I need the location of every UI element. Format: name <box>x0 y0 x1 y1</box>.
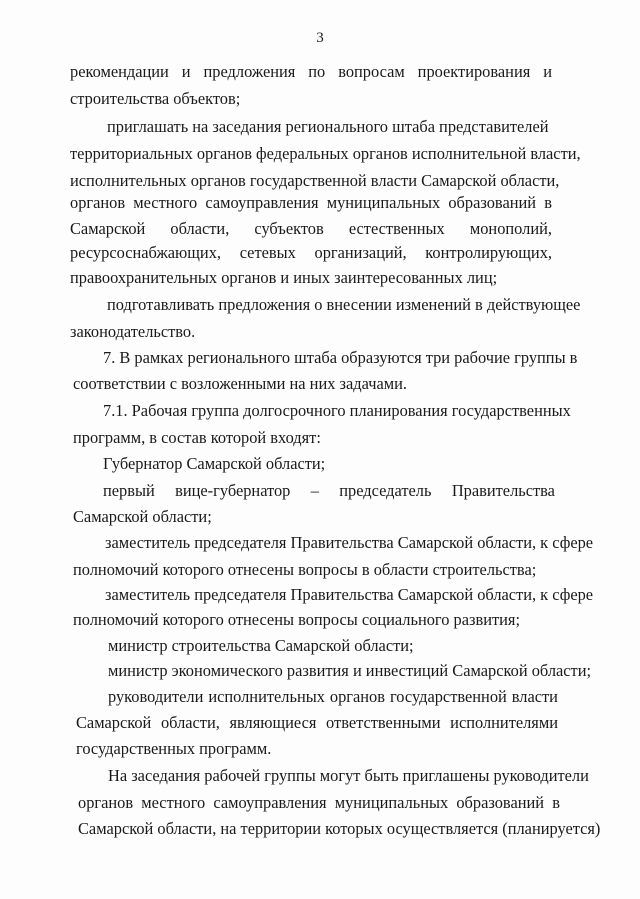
text-line: программ, в состав которой входят: <box>73 428 321 447</box>
text-line: Самарской области; <box>73 507 212 526</box>
text-line: полномочий которого отнесены вопросы в области строительства; <box>73 560 537 579</box>
word: самоуправления <box>213 793 327 812</box>
word: рекомендации <box>70 62 169 81</box>
word: ответственными <box>326 713 441 732</box>
word: являющиеся <box>229 713 317 732</box>
text-line <box>70 221 552 237</box>
text-line: исполнительных органов государственной власти Самарской области, <box>70 171 560 190</box>
word: муниципальных <box>326 193 441 212</box>
word: области, <box>160 713 220 732</box>
word: местного <box>133 193 198 212</box>
word: субъектов <box>254 219 324 238</box>
word: местного <box>141 793 206 812</box>
word: исполнительных <box>208 687 325 706</box>
word: руководители <box>108 687 204 706</box>
text-line: полномочий которого отнесены вопросы социального развития; <box>73 610 521 629</box>
word: предложения <box>203 62 296 81</box>
text-line: государственных программ. <box>76 739 272 758</box>
text-line: соответствии с возложенными на них задачами. <box>73 374 407 393</box>
word: самоуправления <box>205 193 319 212</box>
word: государственной <box>389 687 507 706</box>
text-line: министр экономического развития и инвестиций Самарской области; <box>108 661 592 680</box>
text-line <box>70 195 552 211</box>
text-line: правоохранительных органов и иных заинтересованных лиц; <box>70 268 498 287</box>
word: и <box>543 62 552 81</box>
word: области, <box>170 219 230 238</box>
text-line: На заседания рабочей группы могут быть приглашены руководители <box>108 766 589 785</box>
word: образований <box>448 193 537 212</box>
word: монополий, <box>469 219 552 238</box>
word: органов <box>78 793 134 812</box>
text-line <box>76 715 558 731</box>
word: – <box>310 481 319 500</box>
word: в <box>552 793 560 812</box>
word: исполнителями <box>450 713 558 732</box>
text-line: заместитель председателя Правительства Самарской области, к сфере <box>105 585 594 604</box>
word: власти <box>511 687 558 706</box>
word: вопросам <box>338 62 405 81</box>
page-number: 3 <box>316 30 324 46</box>
word: ресурсоснабжающих, <box>70 243 221 262</box>
word: сетевых <box>239 243 296 262</box>
text-line: приглашать на заседания регионального штаба представителей <box>107 117 549 136</box>
text-line: законодательство. <box>70 322 196 341</box>
word: естественных <box>348 219 445 238</box>
text-line: Губернатор Самарской области; <box>103 454 326 473</box>
text-line <box>108 689 558 705</box>
text-line <box>70 64 552 80</box>
text-line: подготавливать предложения о внесении изменений в действующее <box>107 295 581 314</box>
text-line <box>70 245 552 261</box>
text-line <box>78 795 560 811</box>
word: по <box>308 62 326 81</box>
text-line: заместитель председателя Правительства Самарской области, к сфере <box>105 533 594 552</box>
word: председатель <box>339 481 432 500</box>
word: и <box>181 62 191 81</box>
text-line: Самарской области, на территории которых осуществляется (планируется) <box>78 819 601 838</box>
word: Самарской <box>76 713 152 732</box>
text-line: территориальных органов федеральных органов исполнительной власти, <box>70 144 581 163</box>
word: образований <box>456 793 545 812</box>
text-line: 7.1. Рабочая группа долгосрочного планирования государственных <box>103 401 571 420</box>
text-line: министр строительства Самарской области; <box>108 636 414 655</box>
word: проектирования <box>417 62 531 81</box>
word: в <box>544 193 552 212</box>
word: органов <box>329 687 385 706</box>
word: первый <box>103 481 155 500</box>
word: Правительства <box>451 481 555 500</box>
word: Самарской <box>70 219 146 238</box>
word: муниципальных <box>334 793 449 812</box>
text-line: строительства объектов; <box>70 89 241 108</box>
text-line <box>103 483 555 499</box>
word: вице-губернатор <box>175 481 291 500</box>
text-line: 7. В рамках регионального штаба образуются три рабочие группы в <box>103 348 578 367</box>
word: организаций, <box>314 243 407 262</box>
word: контролирующих, <box>425 243 552 262</box>
word: органов <box>70 193 126 212</box>
